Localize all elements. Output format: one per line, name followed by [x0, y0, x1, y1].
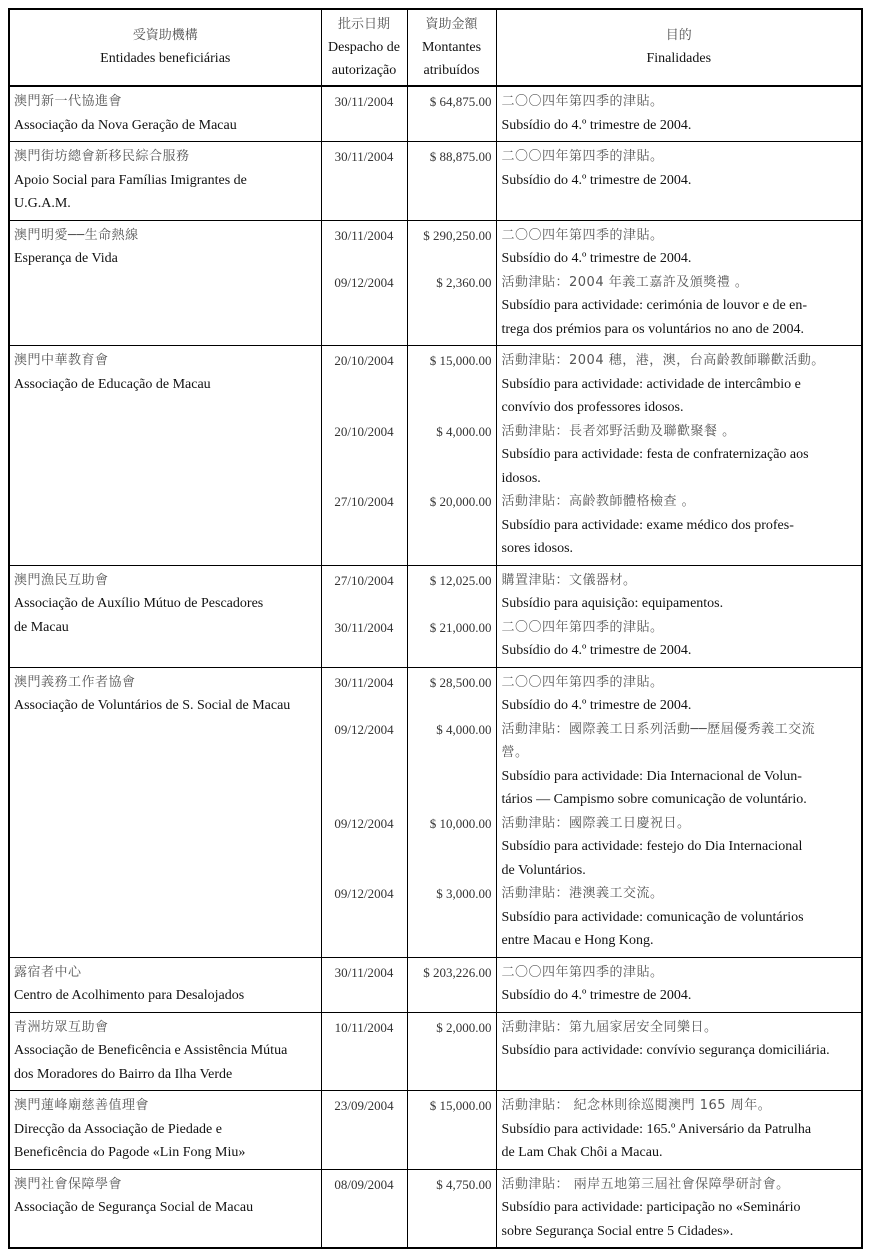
entity-name-zh: 露宿者中心 [14, 964, 82, 980]
approval-date: 09/12/2004 [334, 721, 394, 737]
approval-date: 08/09/2004 [334, 1176, 394, 1192]
approval-date: 09/12/2004 [334, 886, 394, 901]
entity-name-zh: 澳門義務工作者協會 [14, 674, 136, 690]
purpose-entry [497, 271, 862, 342]
amount-value: $ 2,360.00 [436, 274, 492, 290]
entity-cell [9, 346, 321, 566]
amount-value: $ 12,025.00 [429, 572, 492, 588]
table-row [9, 957, 862, 1012]
purpose-pt: Subsídio para actividade: festa de confraternização aos [501, 447, 809, 462]
entity-cell [9, 220, 321, 346]
purpose-entry [497, 718, 862, 812]
amount-cell [407, 142, 496, 221]
table-row [9, 142, 862, 221]
date-cell [321, 1012, 407, 1091]
entity-cell [9, 86, 321, 142]
table-body [9, 86, 862, 1248]
entity-name-zh: 澳門蓮峰廟慈善值理會 [14, 1098, 150, 1113]
purpose-pt: Subsídio do 4.º trimestre de 2004. [501, 643, 692, 658]
amount-value: $ 2,000.00 [436, 1019, 492, 1035]
entity-name-pt: Associação de Auxílio Mútuo de Pescadores [14, 596, 264, 611]
entity-name-pt: Centro de Acolhimento para Desalojados [14, 988, 245, 1003]
purpose-zh: 活動津貼：港澳義工交流。 [501, 886, 664, 901]
approval-date: 09/12/2004 [334, 815, 394, 831]
table-row [9, 220, 862, 346]
header-purpose-zh: 目的 [665, 28, 692, 43]
amount-value: $ 4,750.00 [436, 1176, 492, 1192]
purpose-zh: 二〇〇四年第四季的津貼。 [501, 964, 664, 980]
purpose-pt: Subsídio do 4.º trimestre de 2004. [501, 251, 692, 266]
amount-value: $ 28,500.00 [429, 674, 492, 690]
purpose-pt: Subsídio para actividade: festejo do Dia Internacional [501, 839, 803, 854]
purpose-zh: 購置津貼：文儀器材。 [501, 572, 637, 588]
entity-cell [9, 1169, 321, 1248]
entity-name-pt: de Macau [14, 619, 69, 635]
date-cell [321, 1169, 407, 1248]
approval-date: 30/11/2004 [334, 149, 394, 164]
purpose-pt: de Lam Chak Chôi a Macau. [501, 1145, 663, 1160]
header-amount [407, 9, 496, 86]
purpose-pt: Subsídio para aquisição: equipamentos. [501, 596, 724, 611]
purpose-entry [497, 616, 862, 663]
entity-name-zh: 澳門社會保障學會 [14, 1176, 123, 1192]
amount-value: $ 64,875.00 [429, 94, 492, 109]
table-row [9, 667, 862, 957]
entity-name-zh: 澳門漁民互助會 [14, 572, 109, 588]
header-amount-pt2: atribuídos [423, 62, 480, 78]
purpose-zh: 活動津貼： 兩岸五地第三屆社會保障學研討會。 [501, 1176, 790, 1192]
purpose-entry [497, 420, 862, 491]
purpose-entry [497, 145, 862, 192]
approval-date: 09/12/2004 [334, 274, 394, 290]
header-date-pt1: Despacho de [328, 39, 400, 55]
purpose-cell [496, 220, 862, 346]
entity-name-zh: 澳門中華教育會 [14, 353, 109, 368]
purpose-pt: Subsídio para actividade: actividade de intercâmbio e [501, 376, 801, 392]
purpose-entry [497, 490, 862, 561]
purpose-pt: Subsídio do 4.º trimestre de 2004. [501, 172, 692, 188]
purpose-pt: idosos. [501, 470, 541, 486]
approval-date: 30/11/2004 [334, 964, 394, 980]
purpose-zh: 活動津貼： 紀念林則徐巡閱澳門 165 周年。 [501, 1098, 772, 1113]
entity-name-pt: Apoio Social para Famílias Imigrantes de [14, 172, 247, 188]
purpose-pt: Subsídio para actividade: participação no «Seminário [501, 1200, 801, 1215]
purpose-zh: 活動津貼：國際義工日慶祝日。 [501, 815, 691, 831]
entity-cell [9, 565, 321, 667]
amount-cell [407, 565, 496, 667]
entity-cell [9, 1091, 321, 1170]
entity-name-zh: 澳門明愛──生命熱線 [14, 227, 139, 243]
header-purpose-pt: Finalidades [646, 51, 712, 66]
purpose-pt: tários — Campismo sobre comunicação de voluntário. [501, 792, 807, 807]
approval-date: 27/10/2004 [334, 494, 394, 509]
purpose-cell [496, 1012, 862, 1091]
table-row [9, 1169, 862, 1248]
purpose-pt: Subsídio para actividade: 165.º Aniversário da Patrulha [501, 1121, 812, 1137]
amount-value: $ 203,226.00 [423, 964, 492, 980]
amount-cell [407, 346, 496, 566]
purpose-zh: 活動津貼：高齡教師體格檢查 。 [501, 494, 696, 509]
purpose-zh: 活動津貼：2004 穗，港，澳，台高齡教師聯歡活動。 [501, 353, 825, 368]
purpose-zh: 二〇〇四年第四季的津貼。 [501, 94, 664, 109]
purpose-zh: 活動津貼：國際義工日系列活動──歷屆優秀義工交流 [501, 721, 816, 737]
approval-date: 20/10/2004 [334, 353, 394, 368]
approval-date: 30/11/2004 [334, 227, 394, 243]
header-entity-zh: 受資助機構 [132, 28, 198, 43]
header-amount-pt1: Montantes [421, 39, 482, 55]
approval-date: 27/10/2004 [334, 572, 394, 588]
entity-name-pt: Esperança de Vida [14, 251, 118, 266]
entity-name-pt: Associação de Beneficência e Assistência Mútua [14, 1043, 288, 1058]
subsidies-table [8, 8, 863, 1249]
amount-value: $ 20,000.00 [429, 494, 492, 509]
amount-cell [407, 957, 496, 1012]
date-cell [321, 86, 407, 142]
entity-name-pt: Associação de Voluntários de S. Social de Macau [14, 698, 291, 713]
date-cell [321, 346, 407, 566]
purpose-entry [497, 1016, 862, 1063]
purpose-pt: Subsídio para actividade: Dia Internacional de Volun- [501, 768, 802, 784]
purpose-pt: Subsídio do 4.º trimestre de 2004. [501, 698, 692, 713]
entity-name-pt: Direcção da Associação de Piedade e [14, 1121, 222, 1137]
entity-name-pt: U.G.A.M. [14, 196, 71, 211]
table-row [9, 86, 862, 142]
purpose-zh: 活動津貼：第九屆家居安全同樂日。 [501, 1019, 718, 1035]
purpose-pt: Subsídio para actividade: convívio segurança domiciliária. [501, 1043, 830, 1058]
purpose-entry [497, 1094, 862, 1165]
date-cell [321, 142, 407, 221]
purpose-entry [497, 671, 862, 718]
amount-value: $ 21,000.00 [429, 619, 492, 635]
purpose-zh: 二〇〇四年第四季的津貼。 [501, 674, 664, 690]
entity-name-pt: Associação de Segurança Social de Macau [14, 1200, 254, 1215]
purpose-pt: sobre Segurança Social entre 5 Cidades». [501, 1223, 734, 1239]
entity-name-pt: Associação de Educação de Macau [14, 376, 211, 392]
purpose-pt: Subsídio do 4.º trimestre de 2004. [501, 117, 692, 133]
purpose-zh: 營。 [501, 745, 529, 760]
purpose-pt: entre Macau e Hong Kong. [501, 933, 654, 948]
entity-cell [9, 1012, 321, 1091]
approval-date: 30/11/2004 [334, 619, 394, 635]
entity-name-zh: 青洲坊眾互助會 [14, 1019, 109, 1035]
purpose-zh: 二〇〇四年第四季的津貼。 [501, 619, 664, 635]
purpose-pt: de Voluntários. [501, 862, 586, 878]
purpose-entry [497, 349, 862, 420]
table-row [9, 1012, 862, 1091]
table-row [9, 1091, 862, 1170]
date-cell [321, 220, 407, 346]
table-row [9, 346, 862, 566]
entity-cell [9, 667, 321, 957]
date-cell [321, 1091, 407, 1170]
purpose-pt: Subsídio para actividade: exame médico dos profes- [501, 517, 794, 533]
header-entity-pt: Entidades beneficiárias [100, 51, 231, 66]
purpose-zh: 二〇〇四年第四季的津貼。 [501, 149, 664, 164]
purpose-entry [497, 882, 862, 953]
purpose-cell [496, 667, 862, 957]
amount-cell [407, 1091, 496, 1170]
header-amount-zh: 資助金額 [425, 16, 478, 32]
purpose-entry [497, 961, 862, 1008]
approval-date: 20/10/2004 [334, 423, 394, 439]
amount-value: $ 88,875.00 [429, 149, 492, 164]
approval-date: 10/11/2004 [334, 1019, 394, 1035]
amount-cell [407, 1169, 496, 1248]
purpose-pt: Subsídio do 4.º trimestre de 2004. [501, 988, 692, 1003]
purpose-zh: 活動津貼：長者郊野活動及聯歡聚餐 。 [501, 423, 736, 439]
purpose-zh: 活動津貼：2004 年義工嘉許及頒獎禮 。 [501, 274, 749, 290]
amount-value: $ 4,000.00 [436, 721, 492, 737]
approval-date: 23/09/2004 [334, 1098, 394, 1113]
header-entity [9, 9, 321, 86]
approval-date: 30/11/2004 [334, 94, 394, 109]
entity-name-zh: 澳門街坊總會新移民綜合服務 [14, 149, 190, 164]
table-header [9, 9, 862, 86]
entity-cell [9, 957, 321, 1012]
purpose-cell [496, 142, 862, 221]
header-date-pt2: autorização [331, 62, 397, 78]
entity-name-pt: dos Moradores do Bairro da Ilha Verde [14, 1066, 233, 1082]
entity-name-pt: Beneficência do Pagode «Lin Fong Miu» [14, 1145, 246, 1160]
purpose-pt: convívio dos professores idosos. [501, 400, 684, 415]
amount-cell [407, 220, 496, 346]
table-row [9, 565, 862, 667]
purpose-entry [497, 1173, 862, 1244]
purpose-cell [496, 957, 862, 1012]
purpose-cell [496, 1169, 862, 1248]
date-cell [321, 957, 407, 1012]
purpose-pt: Subsídio para actividade: cerimónia de louvor e de en- [501, 298, 808, 313]
amount-value: $ 15,000.00 [429, 1098, 492, 1113]
amount-value: $ 15,000.00 [429, 353, 492, 368]
amount-cell [407, 1012, 496, 1091]
amount-value: $ 10,000.00 [429, 815, 492, 831]
entity-name-zh: 澳門新一代協進會 [14, 94, 123, 109]
purpose-zh: 二〇〇四年第四季的津貼。 [501, 227, 664, 243]
amount-cell [407, 86, 496, 142]
amount-value: $ 4,000.00 [436, 423, 492, 439]
entity-name-pt: Associação da Nova Geração de Macau [14, 117, 237, 133]
purpose-pt: sores idosos. [501, 541, 574, 556]
purpose-entry [497, 90, 862, 137]
header-date [321, 9, 407, 86]
date-cell [321, 667, 407, 957]
header-date-zh: 批示日期 [337, 16, 390, 32]
purpose-cell [496, 346, 862, 566]
amount-cell [407, 667, 496, 957]
purpose-cell [496, 1091, 862, 1170]
purpose-entry [497, 569, 862, 616]
purpose-entry [497, 224, 862, 271]
purpose-pt: trega dos prémios para os voluntários no ano de 2004. [501, 321, 804, 337]
date-cell [321, 565, 407, 667]
purpose-cell [496, 565, 862, 667]
approval-date: 30/11/2004 [334, 674, 394, 690]
purpose-entry [497, 812, 862, 883]
amount-value: $ 3,000.00 [436, 886, 492, 901]
entity-cell [9, 142, 321, 221]
purpose-cell [496, 86, 862, 142]
purpose-pt: Subsídio para actividade: comunicação de voluntários [501, 909, 804, 925]
header-purpose [496, 9, 862, 86]
amount-value: $ 290,250.00 [423, 227, 492, 243]
